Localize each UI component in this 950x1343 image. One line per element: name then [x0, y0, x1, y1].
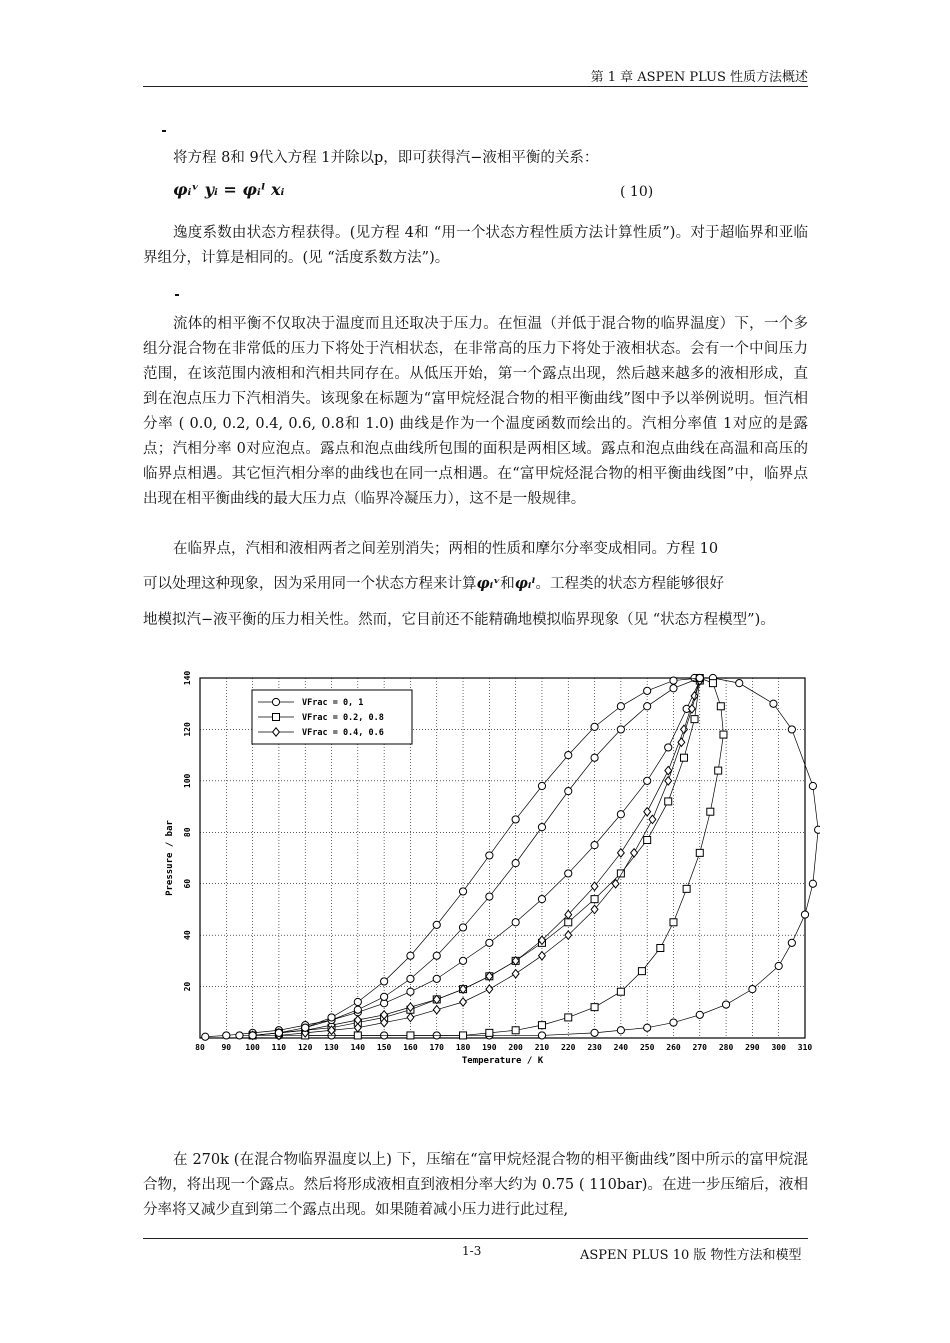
data-point	[670, 919, 677, 926]
data-point	[486, 893, 493, 900]
x-tick-label: 180	[455, 1043, 471, 1052]
data-point	[591, 896, 598, 903]
y-tick-label: 80	[183, 827, 192, 838]
paragraph-2: 逸度系数由状态方程获得。(见方程 4和 “用一个状态方程性质方法计算性质”)。对于超临界和亚临界组分，计算是相同的。(见 “活度系数方法”)。	[143, 225, 808, 266]
page-header	[143, 60, 808, 87]
data-point	[644, 837, 651, 844]
x-tick-label: 250	[639, 1043, 655, 1052]
data-point	[236, 1032, 243, 1039]
data-point	[433, 921, 440, 928]
data-point	[644, 687, 651, 694]
data-point	[617, 811, 624, 818]
legend-label: VFrac = 0.4, 0.6	[302, 728, 384, 738]
data-point	[722, 1001, 729, 1008]
paragraph-1: 将方程 8和 9代入方程 1并除以p，即可获得汽−液相平衡的关系：	[173, 150, 599, 166]
data-point	[433, 952, 440, 959]
data-point	[223, 1032, 230, 1039]
data-point	[665, 798, 672, 805]
data-point	[801, 911, 808, 918]
x-tick-label: 170	[429, 1043, 444, 1052]
equation-number: ( 10)	[620, 184, 654, 200]
phi-l-symbol: φᵢˡ	[514, 575, 536, 592]
data-point	[720, 731, 727, 738]
x-tick-label: 310	[797, 1043, 813, 1052]
data-point	[591, 842, 598, 849]
y-axis-label: Pressure / bar	[165, 820, 175, 896]
data-point	[809, 782, 816, 789]
data-point	[459, 957, 466, 964]
phase-envelope-chart	[160, 668, 820, 1088]
x-tick-label: 230	[587, 1043, 602, 1052]
y-tick-label: 40	[183, 930, 192, 940]
section-bullet-2	[175, 294, 179, 296]
data-point	[538, 782, 545, 789]
y-tick-label: 60	[183, 878, 192, 889]
x-tick-label: 290	[745, 1043, 760, 1052]
x-axis-label: Temperature / K	[461, 1056, 544, 1066]
data-point	[775, 962, 782, 969]
data-point	[696, 849, 703, 856]
x-tick-label: 160	[403, 1043, 418, 1052]
data-point	[512, 919, 519, 926]
phi-v-symbol: φᵢᵛ	[476, 575, 501, 592]
data-point	[638, 968, 645, 975]
data-point	[617, 703, 624, 710]
data-point	[591, 1029, 598, 1036]
x-tick-label: 100	[245, 1043, 260, 1052]
data-point	[644, 777, 651, 784]
x-tick-label: 110	[271, 1043, 287, 1052]
data-point	[707, 808, 714, 815]
x-tick-label: 140	[350, 1043, 366, 1052]
data-point	[617, 988, 624, 995]
data-point	[302, 1024, 309, 1031]
data-point	[670, 685, 677, 692]
data-point	[717, 703, 724, 710]
data-point	[486, 852, 493, 859]
data-point	[709, 680, 716, 687]
header-title: 第 1 章 ASPEN PLUS 性质方法概述	[590, 70, 808, 85]
y-tick-label: 120	[183, 722, 192, 737]
paragraph-4b: 可以处理这种现象，因为采用同一个状态方程来计算φᵢᵛ和φᵢˡ。工程类的状态方程能够很好	[143, 575, 725, 592]
footer-page-number: 1-3	[462, 1244, 482, 1258]
x-tick-label: 210	[534, 1043, 550, 1052]
x-tick-label: 130	[324, 1043, 339, 1052]
x-tick-label: 260	[666, 1043, 681, 1052]
data-point	[770, 700, 777, 707]
data-point	[486, 939, 493, 946]
paragraph-5: 在 270k (在混合物临界温度以上) 下，压缩在“富甲烷烃混合物的相平衡曲线”图中所示的富甲烷混合物，将出现一个露点。然后将形成液相直到液相分率大约为 0.75 ( 110bar)。在进一步压缩后，液相分率将又减少直到第二个露点出现。如果随着减小压力进行此过程,	[143, 1152, 808, 1218]
paragraph-4c: 地模拟汽−液平衡的压力相关性。然而，它目前还不能精确地模拟临界现象（见 “状态方程模型”)。	[143, 612, 775, 628]
data-point	[459, 924, 466, 931]
data-point	[328, 1014, 335, 1021]
legend-marker	[273, 714, 280, 721]
data-point	[591, 1004, 598, 1011]
data-point	[407, 988, 414, 995]
data-point	[644, 1024, 651, 1031]
data-point	[696, 1011, 703, 1018]
x-tick-label: 90	[221, 1043, 232, 1052]
data-point	[565, 1014, 572, 1021]
x-tick-label: 220	[561, 1043, 576, 1052]
data-point	[407, 952, 414, 959]
y-tick-label: 140	[183, 670, 192, 686]
data-point	[788, 939, 795, 946]
data-point	[681, 754, 688, 761]
data-point	[670, 1019, 677, 1026]
legend-marker	[272, 698, 279, 705]
data-point	[381, 993, 388, 1000]
equation-10: φᵢᵛ yᵢ = φᵢˡ xᵢ	[173, 180, 285, 199]
data-point	[591, 754, 598, 761]
data-point	[788, 726, 795, 733]
data-point	[512, 816, 519, 823]
data-point	[538, 1022, 545, 1029]
x-tick-label: 80	[195, 1043, 205, 1052]
x-tick-label: 280	[718, 1043, 734, 1052]
data-point	[538, 896, 545, 903]
data-point	[354, 1006, 361, 1013]
data-point	[381, 978, 388, 985]
data-point	[354, 1032, 361, 1039]
data-point	[459, 888, 466, 895]
legend-label: VFrac = 0.2, 0.8	[302, 713, 384, 723]
data-point	[512, 1027, 519, 1034]
data-point	[538, 1032, 545, 1039]
phase-envelope-figure	[160, 668, 820, 1088]
data-point	[512, 860, 519, 867]
footer-rule	[143, 1238, 808, 1239]
data-point	[715, 767, 722, 774]
x-tick-label: 300	[771, 1043, 786, 1052]
data-point	[657, 945, 664, 952]
data-point	[249, 1032, 256, 1039]
data-point	[538, 824, 545, 831]
data-point	[815, 826, 820, 833]
x-tick-label: 270	[692, 1043, 708, 1052]
data-point	[691, 716, 698, 723]
y-tick-label: 20	[183, 981, 192, 992]
x-tick-label: 120	[297, 1043, 313, 1052]
data-point	[460, 1032, 467, 1039]
data-point	[565, 752, 572, 759]
paragraph-4a: 在临界点，汽相和液相两者之间差别消失；两相的性质和摩尔分率变成相同。方程 10	[173, 541, 719, 557]
paragraph-3: 流体的相平衡不仅取决于温度而且还取决于压力。在恒温（并低于混合物的临界温度）下，一个多组分混合物在非常低的压力下将处于汽相状态，在非常高的压力下将处于液相状态。会有一个中间压力范围，在该范围内液相和汽相共同存在。从低压开始，第一个露点出现，然后越来越多的液相形成，直到在泡点压力下汽相消失。该现象在标题为“富甲烷烃混合物的相平衡曲线”图中予以举例说明。恒汽相分率 ( 0.0, 0.2, 0.4, 0.6, 0.8和 1.0) 曲线是作为一个温度函数而绘出的。汽相分率值 1对应的是露点；汽相分率 0对应泡点。露点和泡点曲线所包围的面积是两相区域。露点和泡点曲线在高温和高压的临界点相遇。其它恒汽相分率的曲线也在同一点相遇。在“富甲烷烃混合物的相平衡曲线图”中，临界点出现在相平衡曲线的最大压力点（临界冷凝压力），这不是一般规律。	[143, 316, 808, 507]
y-tick-label: 100	[183, 773, 192, 789]
data-point	[665, 744, 672, 751]
data-point	[749, 986, 756, 993]
section-bullet	[162, 130, 166, 132]
data-point	[670, 677, 677, 684]
data-point	[696, 674, 703, 681]
data-point	[486, 1029, 493, 1036]
data-point	[565, 788, 572, 795]
legend-label: VFrac = 0, 1	[302, 698, 364, 708]
footer-title: ASPEN PLUS 10 版 物性方法和模型	[580, 1248, 802, 1263]
x-tick-label: 240	[613, 1043, 629, 1052]
data-point	[683, 885, 690, 892]
data-point	[617, 726, 624, 733]
x-tick-label: 200	[508, 1043, 523, 1052]
data-point	[565, 870, 572, 877]
data-point	[433, 975, 440, 982]
data-point	[591, 723, 598, 730]
data-point	[407, 975, 414, 982]
data-point	[407, 1032, 414, 1039]
data-point	[644, 703, 651, 710]
data-point	[202, 1033, 209, 1040]
data-point	[354, 998, 361, 1005]
x-tick-label: 190	[482, 1043, 497, 1052]
data-point	[617, 1027, 624, 1034]
data-point	[275, 1029, 282, 1036]
data-point	[736, 680, 743, 687]
data-point	[565, 919, 572, 926]
x-tick-label: 150	[376, 1043, 392, 1052]
data-point	[809, 880, 816, 887]
